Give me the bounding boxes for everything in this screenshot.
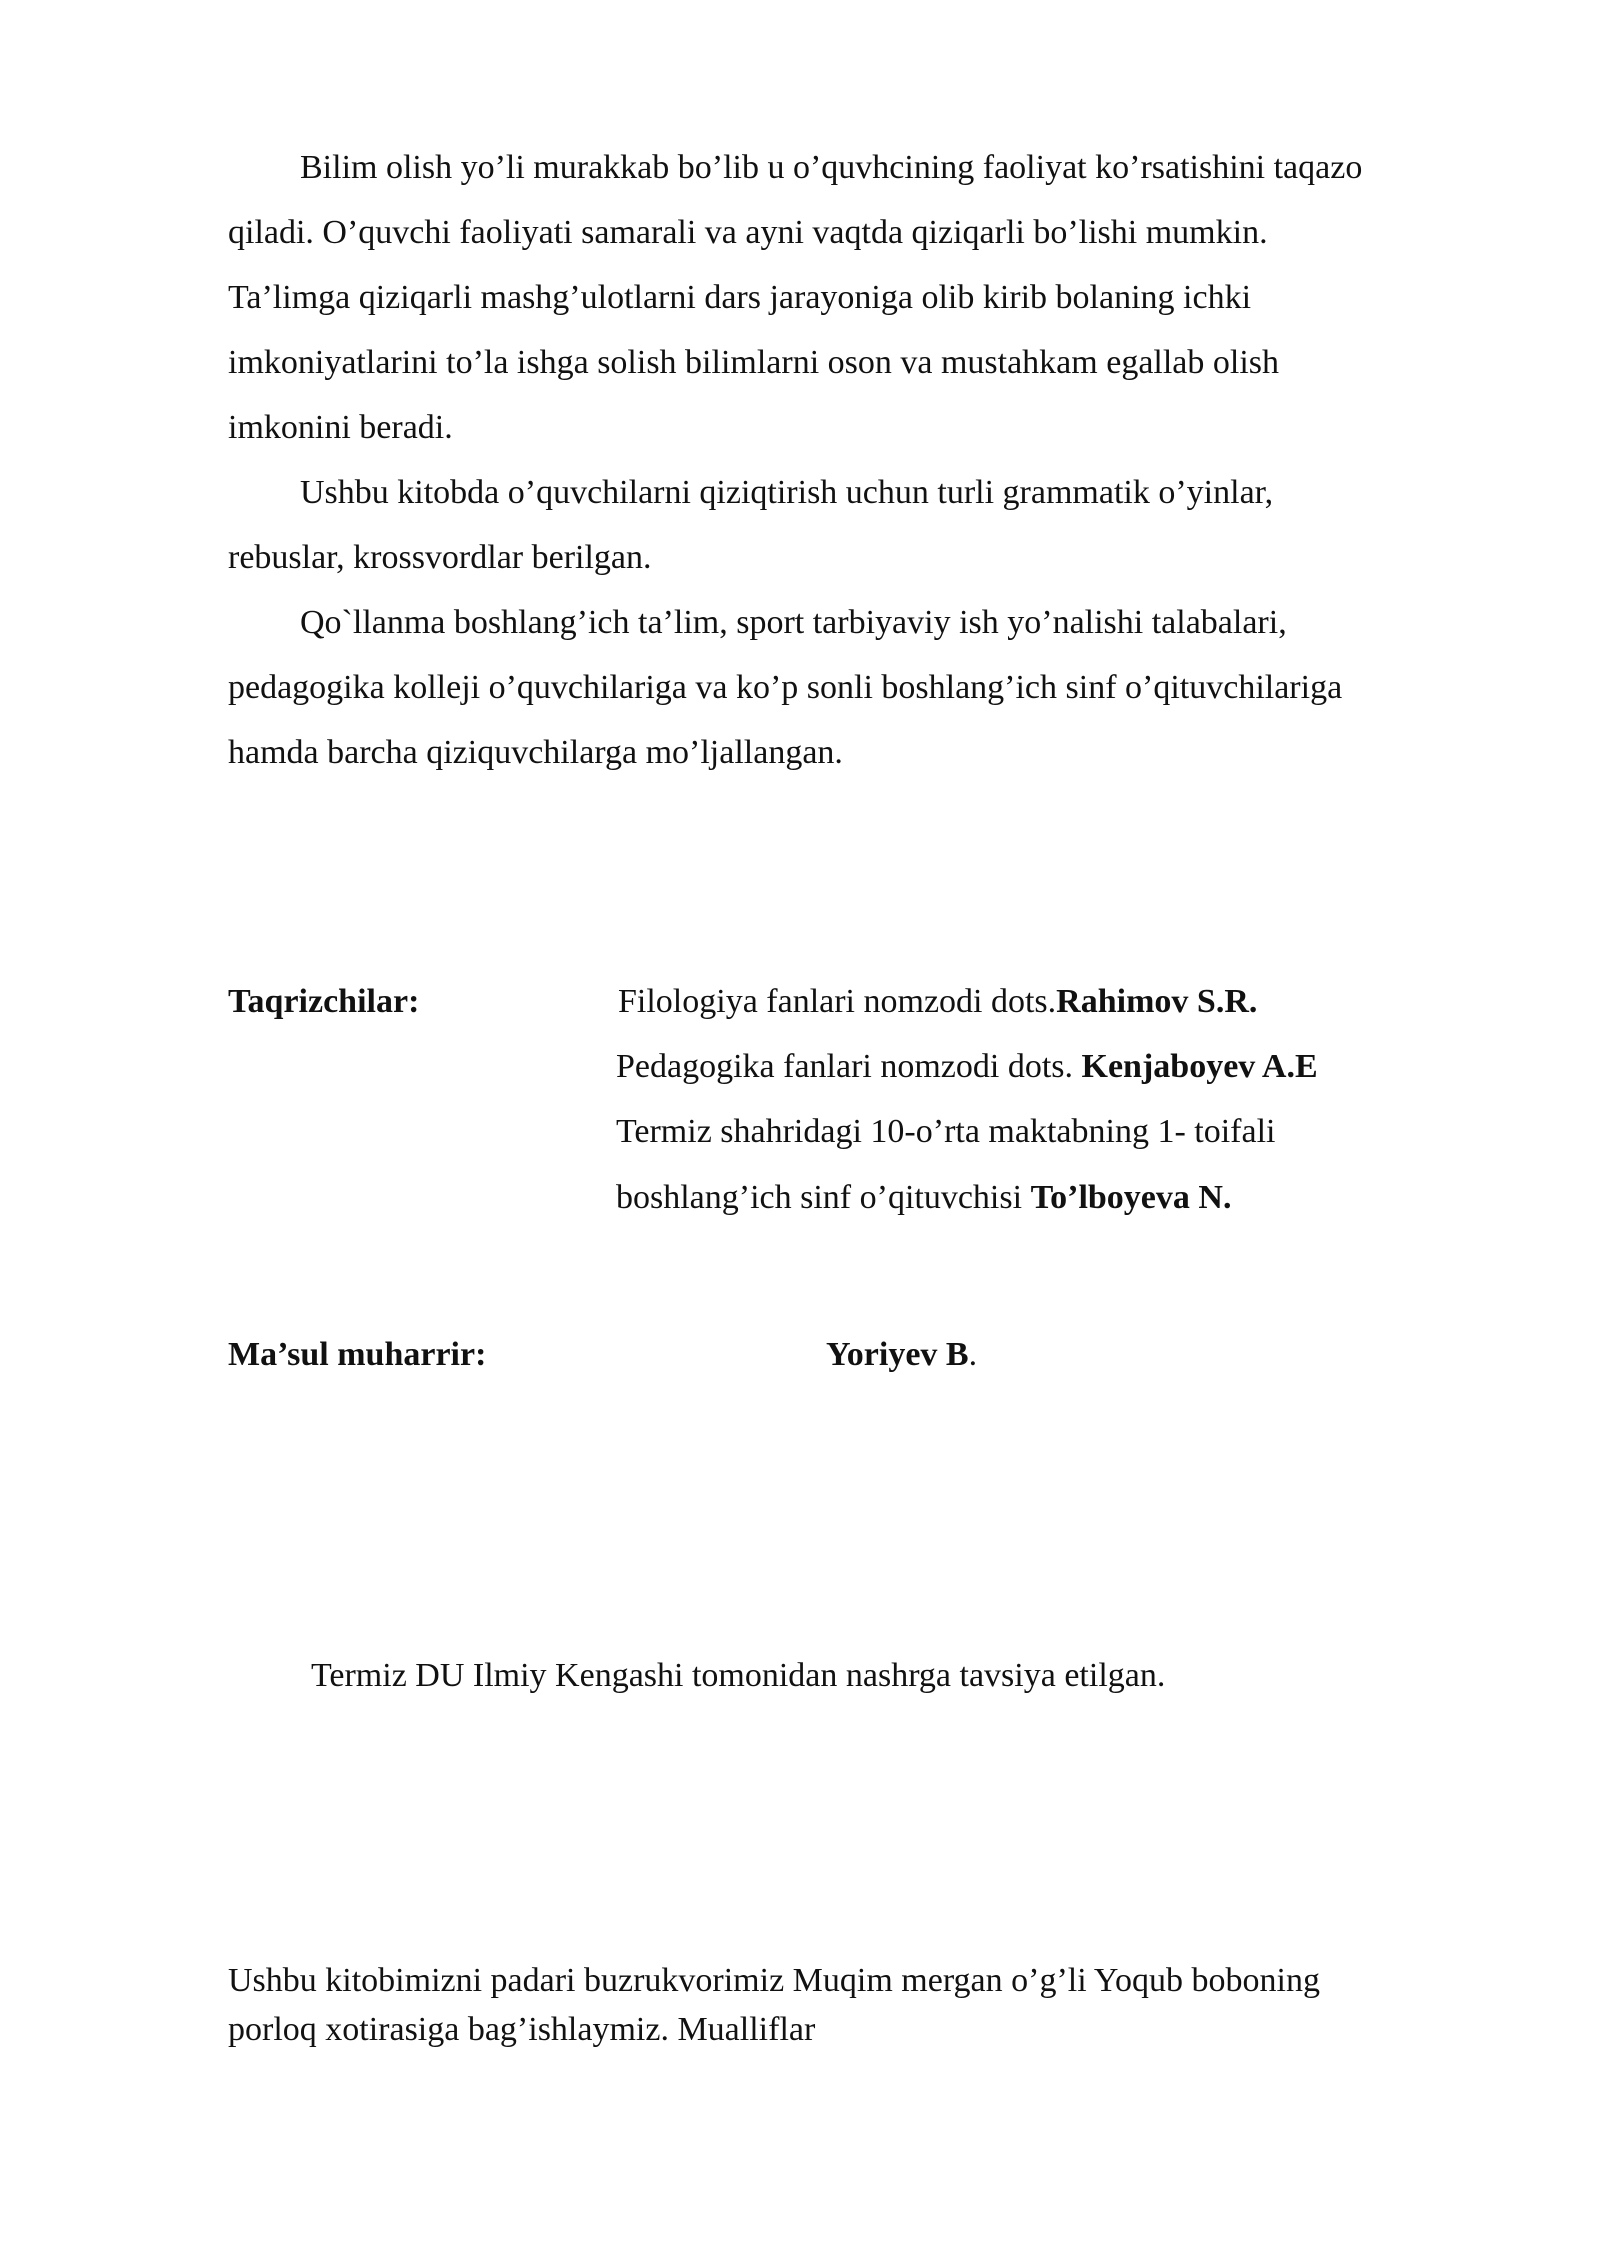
editor — [826, 1335, 977, 1375]
intro-p3-line-1: Qo`llanma boshlang’ich ta’lim, sport tarbiyaviy ish yo’nalishi talabalari, — [300, 604, 1287, 641]
intro-p1-line-4: imkoniyatlarini to’la ishga solish bilimlarni oson va mustahkam egallab olish — [228, 344, 1280, 381]
intro-p1-line-5: imkonini beradi. — [228, 409, 453, 446]
intro-p3-line-3: hamda barcha qiziquvchilarga mo’ljallangan. — [228, 734, 843, 771]
editor-label: Ma’sul muharrir: — [228, 1336, 487, 1373]
reviewer-3-title: boshlang’ich sinf o’qituvchisi — [616, 1179, 1031, 1216]
editor-name: Yoriyev B — [826, 1336, 969, 1373]
reviewer-2-title: Pedagogika fanlari nomzodi dots. — [616, 1048, 1082, 1085]
editor-suffix: . — [968, 1336, 978, 1373]
intro-p1-line-2: qiladi. O’quvchi faoliyati samarali va ayni vaqtda qiziqarli bo’lishi mumkin. — [228, 214, 1268, 251]
reviewers-label: Taqrizchilar: — [228, 983, 420, 1020]
reviewer-2-name: Kenjaboyev A.E — [1081, 1048, 1318, 1085]
dedication-line-1: Ushbu kitobimizni padari buzrukvorimiz Muqim mergan o’g’li Yoqub boboning — [228, 1962, 1321, 1999]
intro-p1-line-3: Ta’limga qiziqarli mashg’ulotlarni dars jarayoniga olib kirib bolaning ichki — [228, 279, 1252, 316]
intro-p2-line-1: Ushbu kitobda o’quvchilarni qiziqtirish uchun turli grammatik o’yinlar, — [300, 474, 1274, 511]
reviewer-1 — [618, 982, 1257, 1022]
intro-p2-line-2: rebuslar, krossvordlar berilgan. — [228, 539, 652, 576]
reviewer-3-name: To’lboyeva N. — [1030, 1179, 1232, 1216]
reviewer-2 — [616, 1047, 1318, 1087]
intro-p3-line-2: pedagogika kolleji o’quvchilariga va ko’p sonli boshlang’ich sinf o’qituvchilariga — [228, 669, 1343, 706]
reviewer-3 — [616, 1178, 1231, 1218]
reviewer-3-line-1: Termiz shahridagi 10-o’rta maktabning 1- toifali — [616, 1113, 1276, 1150]
recommendation-note: Termiz DU Ilmiy Kengashi tomonidan nashrga tavsiya etilgan. — [311, 1657, 1166, 1694]
dedication-line-2: porloq xotirasiga bag’ishlaymiz. Mualliflar — [228, 2011, 816, 2048]
intro-p1-line-1: Bilim olish yo’li murakkab bo’lib u o’quvhcining faoliyat ko’rsatishini taqazo — [300, 149, 1363, 186]
reviewer-1-title: Filologiya fanlari nomzodi dots. — [618, 983, 1057, 1020]
reviewer-1-name: Rahimov S.R. — [1056, 983, 1258, 1020]
